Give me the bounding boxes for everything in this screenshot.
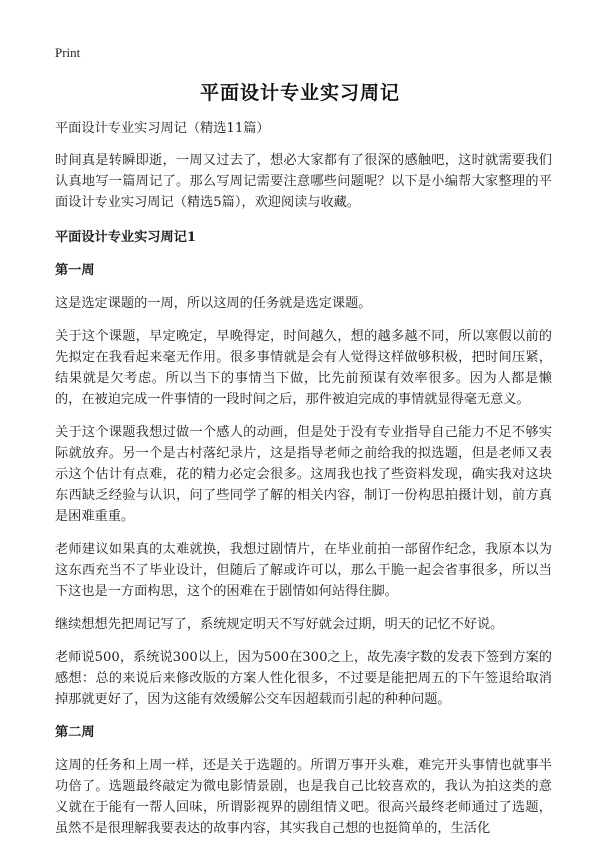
week1-paragraph: 关于这个课题我想过做一个感人的动画，但是处于没有专业指导自己能力不足不够实际就放弃。另一个是古村落纪录片，这是指导老师之前给我的拟选题，但是老师又表示这个估计有点难，花的精力必定会很多。这周我也找了些资料发现，确实我对这块东西缺乏经验与认识，问了些同学了解的相关内容，制订一份构思拍摄计划，前方真是困难重重。 <box>55 425 552 524</box>
week1-paragraph: 这是选定课题的一周，所以这周的任务就是选定课题。 <box>55 296 372 311</box>
week2-paragraph: 这周的任务和上周一样，还是关于选题的。所谓万事开头难，难完开头事情也就事半功倍了。选题最终敲定为微电影情景剧，也是我自己比较喜欢的，我认为拍这类的意义就在于能有一帮人回味，所谓影视界的剧组情义吧。很高兴最终老师通过了选题，虽然不是很理解我要表达的故事内容，其实我自己想的也挺简单的，生活化 <box>55 758 552 836</box>
week1-paragraph: 继续想想先把周记写了，系统规定明天不写好就会过期，明天的记忆不好说。 <box>55 617 504 632</box>
section-heading: 平面设计专业实习周记1 <box>55 230 197 245</box>
print-link[interactable]: Print <box>55 45 81 60</box>
week1-paragraph: 老师建议如果真的太难就换，我想过剧情片，在毕业前拍一部留作纪念，我原本以为这东西充当不了毕业设计，但随后了解或许可以，那么干脆一起会省事很多，所以当下这也是一方面构思，这个的困难在于剧情如何站得住脚。 <box>55 542 552 599</box>
document-title: 平面设计专业实习周记 <box>199 82 400 104</box>
document-subtitle: 平面设计专业实习周记（精选11篇） <box>55 121 270 136</box>
intro-paragraph: 时间真是转瞬即逝，一周又过去了，想必大家都有了很深的感触吧，这时就需要我们认真地写一篇周记了。那么写周记需要注意哪些问题呢？以下是小编帮大家整理的平面设计专业实习周记（精选5篇），欢迎阅读与收藏。 <box>55 153 552 210</box>
week1-paragraph: 老师说500，系统说300以上，因为500在300之上，故先凑字数的发表下签到方案的感想：总的来说后来修改版的方案人性化很多，不过要是能把周五的下午签退给取消掉那就更好了，因为这能有效缓解公交车因超载而引起的种种问题。 <box>55 650 552 707</box>
week1-heading: 第一周 <box>55 263 95 278</box>
week1-paragraph: 关于这个课题，早定晚定，早晚得定，时间越久，想的越多越不同，所以寒假以前的先拟定在我看起来毫无作用。很多事情就是会有人觉得这样做够积极，把时间压紧，结果就是欠考虑。所以当下的事情当下做，比先前预谋有效率很多。因为人都是懒的，在被迫完成一件事情的一段时间之后，那件被迫完成的事情就显得毫无意义。 <box>55 329 552 407</box>
week2-heading: 第二周 <box>55 725 95 740</box>
document-body <box>55 118 552 851</box>
